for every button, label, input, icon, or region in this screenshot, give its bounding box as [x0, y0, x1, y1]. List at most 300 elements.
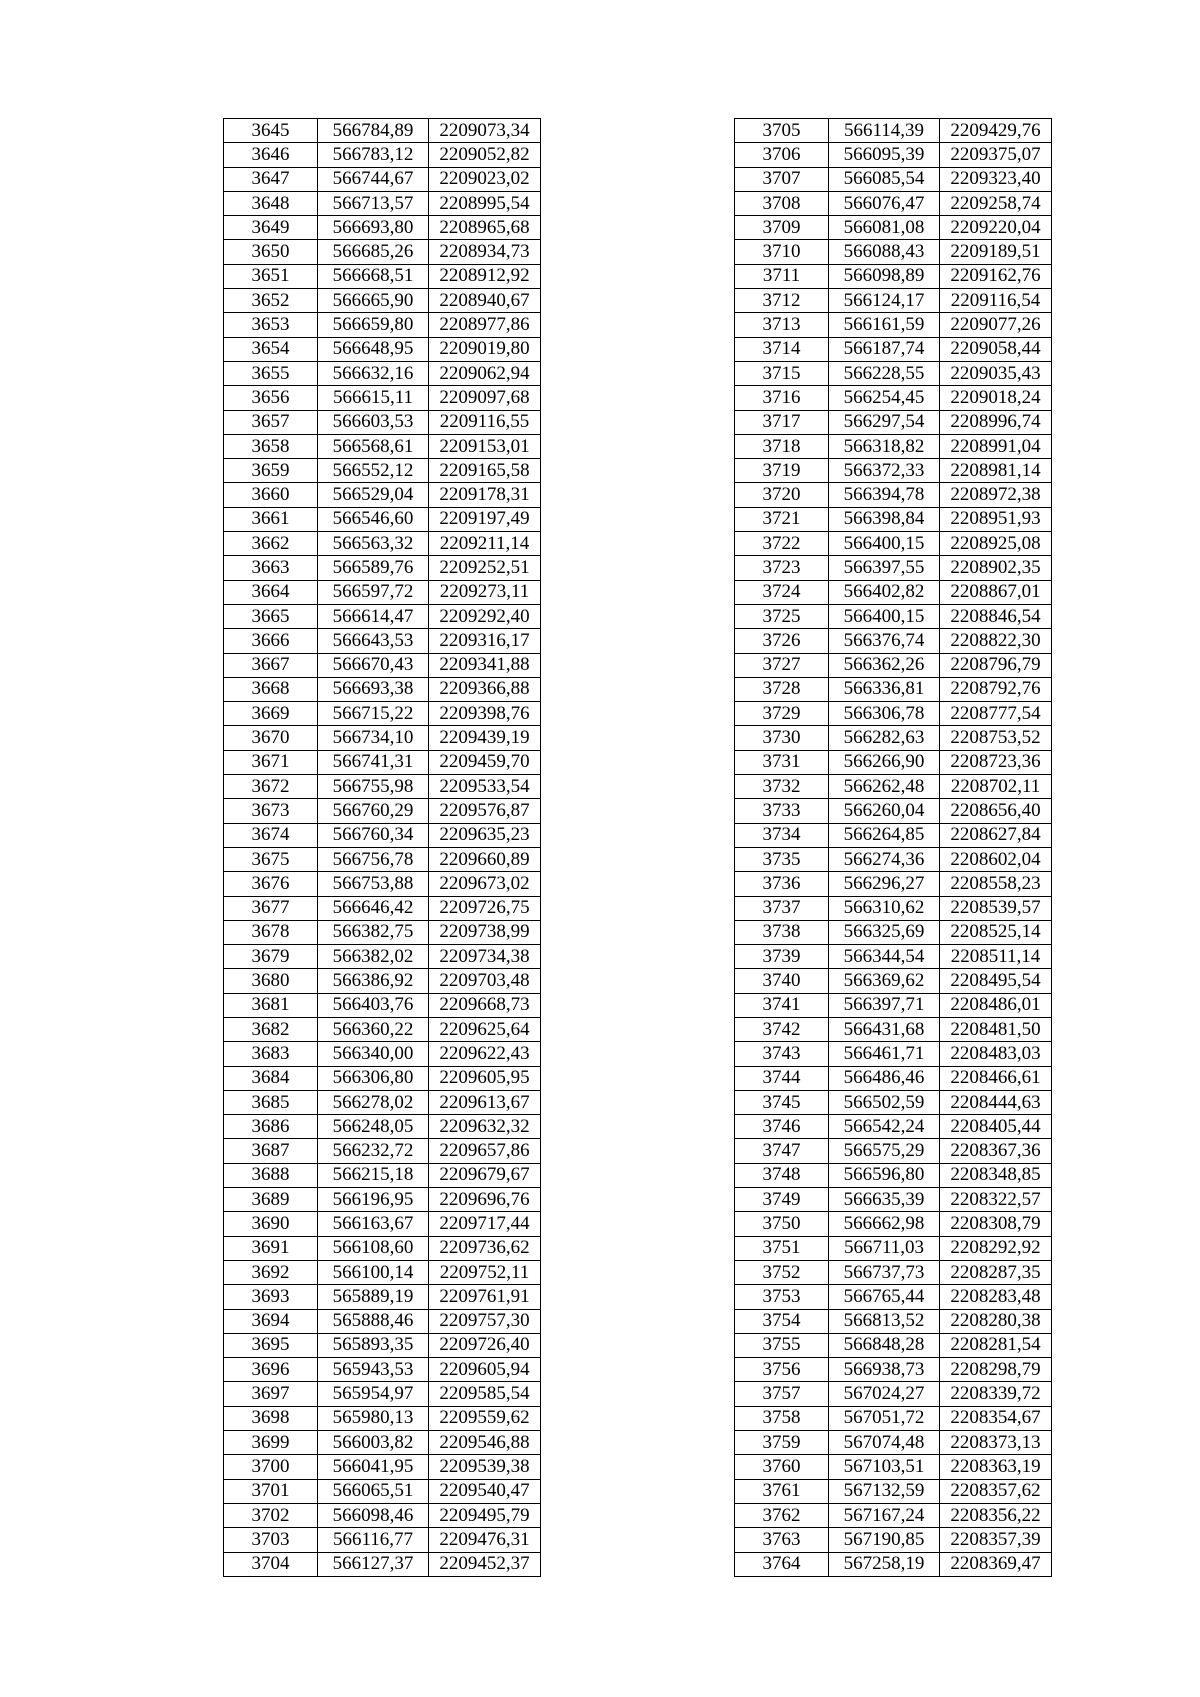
point-number-cell: 3715 — [735, 361, 829, 385]
point-number-cell: 3759 — [735, 1431, 829, 1455]
point-number-cell: 3645 — [224, 119, 318, 143]
x-coordinate-cell: 566938,73 — [829, 1358, 940, 1382]
x-coordinate-cell: 566502,59 — [829, 1090, 940, 1114]
x-coordinate-cell: 566615,11 — [318, 386, 429, 410]
x-coordinate-cell: 566662,98 — [829, 1212, 940, 1236]
y-coordinate-cell: 2208339,72 — [940, 1382, 1052, 1406]
table-row — [224, 264, 541, 288]
x-coordinate-cell: 566264,85 — [829, 823, 940, 847]
table-row — [224, 556, 541, 580]
x-coordinate-cell: 566360,22 — [318, 1017, 429, 1041]
point-number-cell: 3764 — [735, 1552, 829, 1576]
point-number-cell: 3693 — [224, 1285, 318, 1309]
x-coordinate-cell: 566755,98 — [318, 775, 429, 799]
x-coordinate-cell: 566163,67 — [318, 1212, 429, 1236]
x-coordinate-cell: 566713,57 — [318, 191, 429, 215]
x-coordinate-cell: 565954,97 — [318, 1382, 429, 1406]
y-coordinate-cell: 2209622,43 — [429, 1042, 541, 1066]
point-number-cell: 3684 — [224, 1066, 318, 1090]
x-coordinate-cell: 566325,69 — [829, 920, 940, 944]
point-number-cell: 3678 — [224, 920, 318, 944]
table-row — [224, 361, 541, 385]
x-coordinate-cell: 566266,90 — [829, 750, 940, 774]
y-coordinate-cell: 2208367,36 — [940, 1139, 1052, 1163]
point-number-cell: 3717 — [735, 410, 829, 434]
point-number-cell: 3658 — [224, 434, 318, 458]
table-row — [224, 1406, 541, 1430]
table-row — [735, 629, 1052, 653]
y-coordinate-cell: 2209495,79 — [429, 1503, 541, 1527]
table-row — [224, 386, 541, 410]
x-coordinate-cell: 566100,14 — [318, 1260, 429, 1284]
x-coordinate-cell: 566306,80 — [318, 1066, 429, 1090]
point-number-cell: 3647 — [224, 167, 318, 191]
point-number-cell: 3741 — [735, 993, 829, 1017]
point-number-cell: 3666 — [224, 629, 318, 653]
table-row — [735, 410, 1052, 434]
point-number-cell: 3738 — [735, 920, 829, 944]
table-row — [735, 726, 1052, 750]
table-row — [224, 1017, 541, 1041]
y-coordinate-cell: 2208481,50 — [940, 1017, 1052, 1041]
table-row — [735, 1552, 1052, 1576]
point-number-cell: 3761 — [735, 1479, 829, 1503]
point-number-cell: 3744 — [735, 1066, 829, 1090]
y-coordinate-cell: 2209116,55 — [429, 410, 541, 434]
table-row — [735, 872, 1052, 896]
point-number-cell: 3649 — [224, 216, 318, 240]
table-row — [735, 216, 1052, 240]
table-row — [735, 386, 1052, 410]
x-coordinate-cell: 566340,00 — [318, 1042, 429, 1066]
table-row — [224, 847, 541, 871]
x-coordinate-cell: 566187,74 — [829, 337, 940, 361]
x-coordinate-cell: 566260,04 — [829, 799, 940, 823]
x-coordinate-cell: 566336,81 — [829, 677, 940, 701]
y-coordinate-cell: 2209077,26 — [940, 313, 1052, 337]
point-number-cell: 3724 — [735, 580, 829, 604]
y-coordinate-cell: 2209738,99 — [429, 920, 541, 944]
y-coordinate-cell: 2208965,68 — [429, 216, 541, 240]
point-number-cell: 3676 — [224, 872, 318, 896]
x-coordinate-cell: 566693,80 — [318, 216, 429, 240]
point-number-cell: 3734 — [735, 823, 829, 847]
x-coordinate-cell: 566486,46 — [829, 1066, 940, 1090]
y-coordinate-cell: 2208348,85 — [940, 1163, 1052, 1187]
table-row — [224, 1236, 541, 1260]
y-coordinate-cell: 2209452,37 — [429, 1552, 541, 1576]
y-coordinate-cell: 2209726,75 — [429, 896, 541, 920]
y-coordinate-cell: 2209019,80 — [429, 337, 541, 361]
y-coordinate-cell: 2209476,31 — [429, 1528, 541, 1552]
x-coordinate-cell: 566274,36 — [829, 847, 940, 871]
y-coordinate-cell: 2209323,40 — [940, 167, 1052, 191]
point-number-cell: 3704 — [224, 1552, 318, 1576]
coordinates-table-right — [734, 118, 1052, 1577]
x-coordinate-cell: 566546,60 — [318, 507, 429, 531]
x-coordinate-cell: 566085,54 — [829, 167, 940, 191]
x-coordinate-cell: 566711,03 — [829, 1236, 940, 1260]
table-row — [224, 945, 541, 969]
point-number-cell: 3739 — [735, 945, 829, 969]
table-row — [224, 119, 541, 143]
table-row — [224, 532, 541, 556]
x-coordinate-cell: 566310,62 — [829, 896, 940, 920]
y-coordinate-cell: 2209116,54 — [940, 289, 1052, 313]
table-row — [735, 1066, 1052, 1090]
x-coordinate-cell: 566278,02 — [318, 1090, 429, 1114]
point-number-cell: 3675 — [224, 847, 318, 871]
x-coordinate-cell: 565943,53 — [318, 1358, 429, 1382]
table-row — [735, 459, 1052, 483]
table-row — [224, 653, 541, 677]
point-number-cell: 3751 — [735, 1236, 829, 1260]
y-coordinate-cell: 2209429,76 — [940, 119, 1052, 143]
table-row — [224, 337, 541, 361]
table-row — [735, 1090, 1052, 1114]
y-coordinate-cell: 2209459,70 — [429, 750, 541, 774]
x-coordinate-cell: 566597,72 — [318, 580, 429, 604]
point-number-cell: 3682 — [224, 1017, 318, 1041]
point-number-cell: 3720 — [735, 483, 829, 507]
table-row — [735, 361, 1052, 385]
y-coordinate-cell: 2209734,38 — [429, 945, 541, 969]
table-row — [224, 580, 541, 604]
x-coordinate-cell: 566397,55 — [829, 556, 940, 580]
table-row — [224, 872, 541, 896]
y-coordinate-cell: 2208867,01 — [940, 580, 1052, 604]
y-coordinate-cell: 2209211,14 — [429, 532, 541, 556]
x-coordinate-cell: 565893,35 — [318, 1333, 429, 1357]
point-number-cell: 3753 — [735, 1285, 829, 1309]
y-coordinate-cell: 2208495,54 — [940, 969, 1052, 993]
y-coordinate-cell: 2208354,67 — [940, 1406, 1052, 1430]
table-row — [735, 1042, 1052, 1066]
table-row — [735, 750, 1052, 774]
y-coordinate-cell: 2208792,76 — [940, 677, 1052, 701]
x-coordinate-cell: 566376,74 — [829, 629, 940, 653]
point-number-cell: 3758 — [735, 1406, 829, 1430]
table-row — [224, 313, 541, 337]
y-coordinate-cell: 2209657,86 — [429, 1139, 541, 1163]
y-coordinate-cell: 2208363,19 — [940, 1455, 1052, 1479]
x-coordinate-cell: 566262,48 — [829, 775, 940, 799]
point-number-cell: 3699 — [224, 1431, 318, 1455]
y-coordinate-cell: 2208940,67 — [429, 289, 541, 313]
point-number-cell: 3709 — [735, 216, 829, 240]
y-coordinate-cell: 2208822,30 — [940, 629, 1052, 653]
point-number-cell: 3716 — [735, 386, 829, 410]
y-coordinate-cell: 2208777,54 — [940, 702, 1052, 726]
x-coordinate-cell: 566369,62 — [829, 969, 940, 993]
table-row — [735, 677, 1052, 701]
point-number-cell: 3681 — [224, 993, 318, 1017]
x-coordinate-cell: 567190,85 — [829, 1528, 940, 1552]
x-coordinate-cell: 566431,68 — [829, 1017, 940, 1041]
point-number-cell: 3756 — [735, 1358, 829, 1382]
table-row — [735, 1309, 1052, 1333]
point-number-cell: 3742 — [735, 1017, 829, 1041]
x-coordinate-cell: 566362,26 — [829, 653, 940, 677]
point-number-cell: 3714 — [735, 337, 829, 361]
x-coordinate-cell: 566643,53 — [318, 629, 429, 653]
x-coordinate-cell: 566760,29 — [318, 799, 429, 823]
y-coordinate-cell: 2209761,91 — [429, 1285, 541, 1309]
table-row — [224, 143, 541, 167]
y-coordinate-cell: 2209605,94 — [429, 1358, 541, 1382]
x-coordinate-cell: 566003,82 — [318, 1431, 429, 1455]
x-coordinate-cell: 566670,43 — [318, 653, 429, 677]
x-coordinate-cell: 566114,39 — [829, 119, 940, 143]
x-coordinate-cell: 566394,78 — [829, 483, 940, 507]
y-coordinate-cell: 2208972,38 — [940, 483, 1052, 507]
table-row — [735, 289, 1052, 313]
point-number-cell: 3736 — [735, 872, 829, 896]
table-row — [735, 1139, 1052, 1163]
table-row — [735, 945, 1052, 969]
point-number-cell: 3701 — [224, 1479, 318, 1503]
point-number-cell: 3697 — [224, 1382, 318, 1406]
y-coordinate-cell: 2208466,61 — [940, 1066, 1052, 1090]
y-coordinate-cell: 2209703,48 — [429, 969, 541, 993]
table-row — [735, 1455, 1052, 1479]
point-number-cell: 3689 — [224, 1188, 318, 1212]
table-row — [224, 823, 541, 847]
x-coordinate-cell: 566668,51 — [318, 264, 429, 288]
table-row — [735, 604, 1052, 628]
y-coordinate-cell: 2208373,13 — [940, 1431, 1052, 1455]
table-row — [735, 532, 1052, 556]
point-number-cell: 3707 — [735, 167, 829, 191]
point-number-cell: 3711 — [735, 264, 829, 288]
y-coordinate-cell: 2208951,93 — [940, 507, 1052, 531]
table-row — [224, 1188, 541, 1212]
point-number-cell: 3665 — [224, 604, 318, 628]
x-coordinate-cell: 566108,60 — [318, 1236, 429, 1260]
table-row — [735, 653, 1052, 677]
x-coordinate-cell: 566386,92 — [318, 969, 429, 993]
x-coordinate-cell: 567074,48 — [829, 1431, 940, 1455]
point-number-cell: 3677 — [224, 896, 318, 920]
point-number-cell: 3735 — [735, 847, 829, 871]
y-coordinate-cell: 2208322,57 — [940, 1188, 1052, 1212]
point-number-cell: 3686 — [224, 1115, 318, 1139]
table-row — [735, 191, 1052, 215]
x-coordinate-cell: 566603,53 — [318, 410, 429, 434]
y-coordinate-cell: 2208995,54 — [429, 191, 541, 215]
point-number-cell: 3731 — [735, 750, 829, 774]
y-coordinate-cell: 2209162,76 — [940, 264, 1052, 288]
point-number-cell: 3679 — [224, 945, 318, 969]
x-coordinate-cell: 566127,37 — [318, 1552, 429, 1576]
table-row — [224, 1042, 541, 1066]
table-row — [224, 1115, 541, 1139]
x-coordinate-cell: 566382,02 — [318, 945, 429, 969]
y-coordinate-cell: 2208753,52 — [940, 726, 1052, 750]
x-coordinate-cell: 566095,39 — [829, 143, 940, 167]
x-coordinate-cell: 566400,15 — [829, 532, 940, 556]
table-row — [735, 896, 1052, 920]
point-number-cell: 3669 — [224, 702, 318, 726]
y-coordinate-cell: 2208602,04 — [940, 847, 1052, 871]
table-row — [224, 750, 541, 774]
table-row — [735, 143, 1052, 167]
point-number-cell: 3705 — [735, 119, 829, 143]
point-number-cell: 3748 — [735, 1163, 829, 1187]
point-number-cell: 3692 — [224, 1260, 318, 1284]
table-row — [224, 702, 541, 726]
table-row — [224, 1333, 541, 1357]
table-row — [224, 1382, 541, 1406]
table-row — [735, 167, 1052, 191]
table-row — [224, 1455, 541, 1479]
y-coordinate-cell: 2208991,04 — [940, 434, 1052, 458]
y-coordinate-cell: 2209673,02 — [429, 872, 541, 896]
point-number-cell: 3702 — [224, 1503, 318, 1527]
y-coordinate-cell: 2208525,14 — [940, 920, 1052, 944]
y-coordinate-cell: 2209717,44 — [429, 1212, 541, 1236]
point-number-cell: 3721 — [735, 507, 829, 531]
y-coordinate-cell: 2209023,02 — [429, 167, 541, 191]
y-coordinate-cell: 2209366,88 — [429, 677, 541, 701]
x-coordinate-cell: 566575,29 — [829, 1139, 940, 1163]
y-coordinate-cell: 2209052,82 — [429, 143, 541, 167]
point-number-cell: 3763 — [735, 1528, 829, 1552]
x-coordinate-cell: 566635,39 — [829, 1188, 940, 1212]
y-coordinate-cell: 2209375,07 — [940, 143, 1052, 167]
table-row — [735, 1333, 1052, 1357]
point-number-cell: 3657 — [224, 410, 318, 434]
x-coordinate-cell: 566248,05 — [318, 1115, 429, 1139]
point-number-cell: 3747 — [735, 1139, 829, 1163]
point-number-cell: 3712 — [735, 289, 829, 313]
table-row — [224, 1163, 541, 1187]
y-coordinate-cell: 2209726,40 — [429, 1333, 541, 1357]
x-coordinate-cell: 566744,67 — [318, 167, 429, 191]
y-coordinate-cell: 2209062,94 — [429, 361, 541, 385]
x-coordinate-cell: 566765,44 — [829, 1285, 940, 1309]
x-coordinate-cell: 566813,52 — [829, 1309, 940, 1333]
x-coordinate-cell: 566088,43 — [829, 240, 940, 264]
x-coordinate-cell: 566402,82 — [829, 580, 940, 604]
x-coordinate-cell: 566124,17 — [829, 289, 940, 313]
x-coordinate-cell: 566161,59 — [829, 313, 940, 337]
point-number-cell: 3667 — [224, 653, 318, 677]
y-coordinate-cell: 2209153,01 — [429, 434, 541, 458]
y-coordinate-cell: 2209660,89 — [429, 847, 541, 871]
x-coordinate-cell: 565980,13 — [318, 1406, 429, 1430]
table-row — [735, 434, 1052, 458]
point-number-cell: 3730 — [735, 726, 829, 750]
y-coordinate-cell: 2209220,04 — [940, 216, 1052, 240]
point-number-cell: 3688 — [224, 1163, 318, 1187]
point-number-cell: 3708 — [735, 191, 829, 215]
point-number-cell: 3752 — [735, 1260, 829, 1284]
point-number-cell: 3749 — [735, 1188, 829, 1212]
y-coordinate-cell: 2209546,88 — [429, 1431, 541, 1455]
point-number-cell: 3690 — [224, 1212, 318, 1236]
table-row — [735, 1406, 1052, 1430]
y-coordinate-cell: 2209736,62 — [429, 1236, 541, 1260]
y-coordinate-cell: 2209097,68 — [429, 386, 541, 410]
y-coordinate-cell: 2208483,03 — [940, 1042, 1052, 1066]
x-coordinate-cell: 566382,75 — [318, 920, 429, 944]
table-row — [224, 434, 541, 458]
y-coordinate-cell: 2208298,79 — [940, 1358, 1052, 1382]
y-coordinate-cell: 2208405,44 — [940, 1115, 1052, 1139]
y-coordinate-cell: 2208796,79 — [940, 653, 1052, 677]
x-coordinate-cell: 566400,15 — [829, 604, 940, 628]
table-row — [735, 1503, 1052, 1527]
point-number-cell: 3740 — [735, 969, 829, 993]
table-row — [735, 1479, 1052, 1503]
y-coordinate-cell: 2209668,73 — [429, 993, 541, 1017]
point-number-cell: 3660 — [224, 483, 318, 507]
y-coordinate-cell: 2208357,39 — [940, 1528, 1052, 1552]
point-number-cell: 3646 — [224, 143, 318, 167]
y-coordinate-cell: 2209273,11 — [429, 580, 541, 604]
table-row — [224, 1090, 541, 1114]
y-coordinate-cell: 2208280,38 — [940, 1309, 1052, 1333]
x-coordinate-cell: 566648,95 — [318, 337, 429, 361]
y-coordinate-cell: 2208357,62 — [940, 1479, 1052, 1503]
table-row — [735, 993, 1052, 1017]
table-row — [224, 240, 541, 264]
table-row — [735, 507, 1052, 531]
x-coordinate-cell: 566632,16 — [318, 361, 429, 385]
table-row — [224, 1528, 541, 1552]
x-coordinate-cell: 566296,27 — [829, 872, 940, 896]
y-coordinate-cell: 2209165,58 — [429, 459, 541, 483]
y-coordinate-cell: 2208977,86 — [429, 313, 541, 337]
table-row — [735, 969, 1052, 993]
x-coordinate-cell: 566614,47 — [318, 604, 429, 628]
x-coordinate-cell: 565888,46 — [318, 1309, 429, 1333]
point-number-cell: 3663 — [224, 556, 318, 580]
x-coordinate-cell: 566232,72 — [318, 1139, 429, 1163]
x-coordinate-cell: 566282,63 — [829, 726, 940, 750]
y-coordinate-cell: 2209178,31 — [429, 483, 541, 507]
table-row — [224, 993, 541, 1017]
table-row — [224, 410, 541, 434]
point-number-cell: 3673 — [224, 799, 318, 823]
y-coordinate-cell: 2209533,54 — [429, 775, 541, 799]
table-row — [735, 1260, 1052, 1284]
y-coordinate-cell: 2208511,14 — [940, 945, 1052, 969]
x-coordinate-cell: 566848,28 — [829, 1333, 940, 1357]
table-row — [735, 1431, 1052, 1455]
table-row — [224, 191, 541, 215]
table-row — [224, 677, 541, 701]
y-coordinate-cell: 2209018,24 — [940, 386, 1052, 410]
point-number-cell: 3661 — [224, 507, 318, 531]
y-coordinate-cell: 2208287,35 — [940, 1260, 1052, 1284]
y-coordinate-cell: 2208356,22 — [940, 1503, 1052, 1527]
x-coordinate-cell: 566461,71 — [829, 1042, 940, 1066]
table-row — [224, 483, 541, 507]
point-number-cell: 3652 — [224, 289, 318, 313]
point-number-cell: 3729 — [735, 702, 829, 726]
point-number-cell: 3664 — [224, 580, 318, 604]
x-coordinate-cell: 567024,27 — [829, 1382, 940, 1406]
point-number-cell: 3694 — [224, 1309, 318, 1333]
x-coordinate-cell: 566568,61 — [318, 434, 429, 458]
table-row — [735, 1017, 1052, 1041]
y-coordinate-cell: 2208627,84 — [940, 823, 1052, 847]
table-row — [735, 1285, 1052, 1309]
x-coordinate-cell: 567103,51 — [829, 1455, 940, 1479]
point-number-cell: 3746 — [735, 1115, 829, 1139]
